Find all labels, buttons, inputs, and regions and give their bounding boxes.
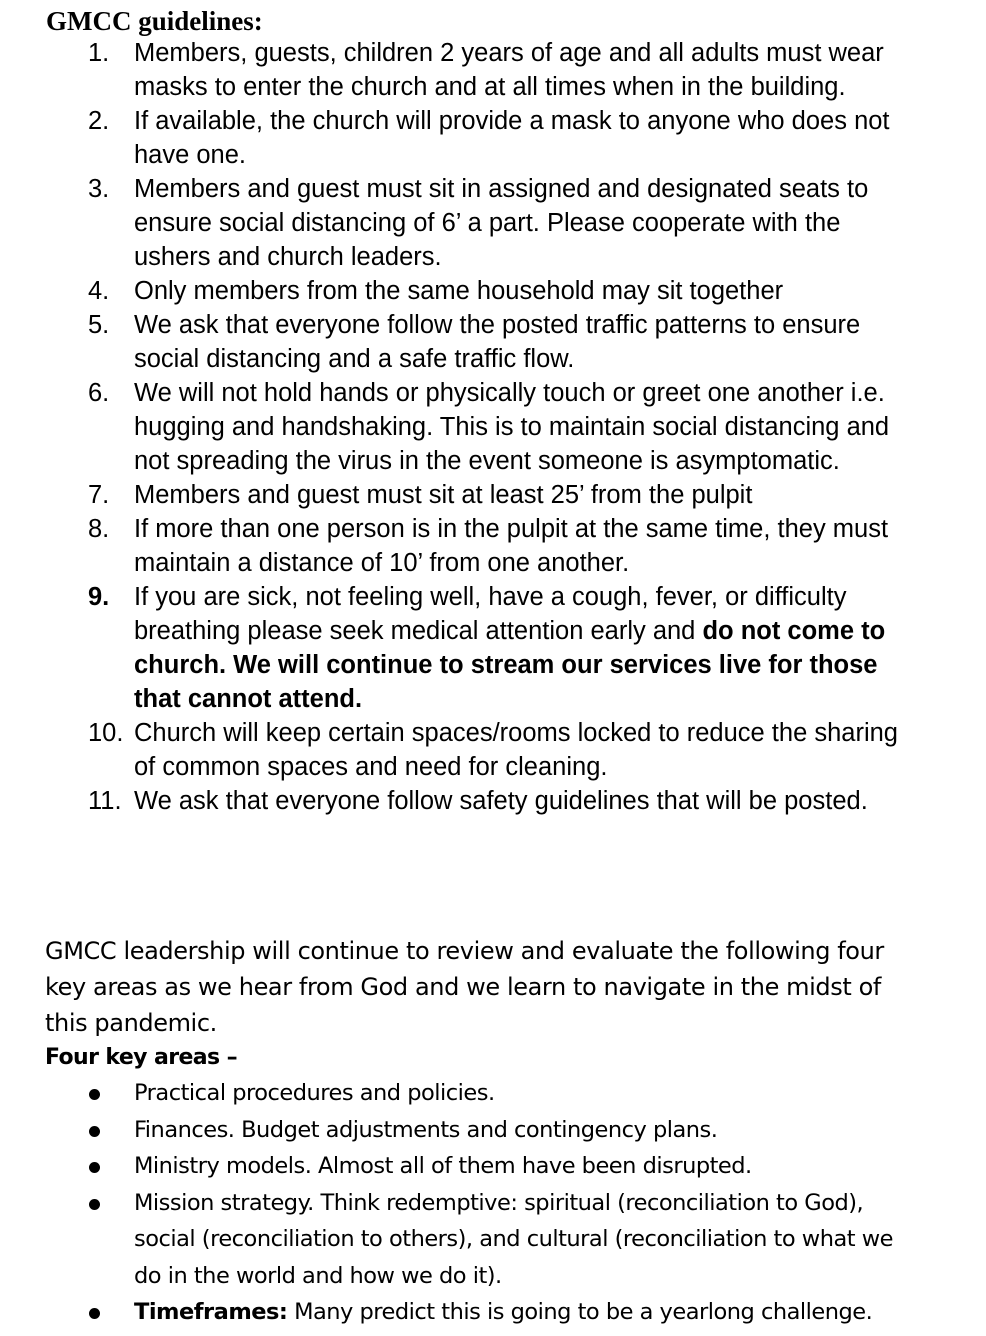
item-text: Practical procedures and policies. bbox=[134, 1080, 495, 1106]
page-title: GMCC guidelines: bbox=[46, 6, 263, 36]
item-number: 9. bbox=[88, 583, 110, 611]
list-item bbox=[0, 1185, 924, 1295]
bullet-icon bbox=[89, 1199, 100, 1210]
list-item bbox=[0, 512, 914, 580]
item-text: We ask that everyone follow the posted traffic patterns to ensure social distancing and a safe traffic flow. bbox=[134, 311, 861, 373]
item-text: If more than one person is in the pulpit at the same time, they must maintain a distance of 10’ from one another. bbox=[134, 515, 889, 577]
item-text: We ask that everyone follow safety guidelines that will be posted. bbox=[134, 787, 868, 815]
item-text: Only members from the same household may sit together bbox=[134, 277, 784, 305]
item-number: 2. bbox=[88, 107, 110, 135]
item-label: Timeframes: bbox=[134, 1299, 288, 1325]
item-text: Members and guest must sit in assigned and designated seats to ensure social distancing of 6’ a part. Please cooperate with the ushers and church leaders. bbox=[134, 175, 869, 271]
list-item bbox=[0, 1112, 924, 1149]
item-emphasis: do not come to church. We will continue to stream our services live for those that cannot attend. bbox=[134, 617, 886, 713]
item-text: Ministry models. Almost all of them have been disrupted. bbox=[134, 1153, 752, 1179]
item-text: Mission strategy. Think redemptive: spiritual (reconciliation to God), social (reconciliation to others), and cultural (reconciliation to what we do in the world and how we do it). bbox=[134, 1189, 893, 1289]
item-number: 1. bbox=[88, 39, 110, 67]
bullet-icon bbox=[89, 1162, 100, 1173]
bullet-icon bbox=[89, 1308, 100, 1319]
intro-paragraph: GMCC leadership will continue to review and evaluate the following four key areas as we hear from God and we learn to navigate in the midst of this pandemic. bbox=[45, 937, 884, 1037]
item-number: 10. bbox=[88, 719, 124, 747]
list-item bbox=[0, 36, 914, 104]
list-item bbox=[0, 580, 914, 716]
item-text: Finances. Budget adjustments and contingency plans. bbox=[134, 1116, 718, 1143]
item-number: 11. bbox=[88, 787, 122, 815]
item-text: Church will keep certain spaces/rooms locked to reduce the sharing of common spaces and need for cleaning. bbox=[134, 719, 898, 781]
item-text: If you are sick, not feeling well, have a cough, fever, or difficulty breathing please seek medical attention early and bbox=[134, 583, 847, 645]
item-text: Members, guests, children 2 years of age and all adults must wear masks to enter the church and at all times when in the building. bbox=[134, 39, 884, 101]
bullet-icon bbox=[89, 1089, 100, 1100]
item-text: Members and guest must sit at least 25’ from the pulpit bbox=[134, 481, 753, 509]
item-text: We will not hold hands or physically touch or greet one another i.e. hugging and handshaking. This is to maintain social distancing and not spreading the virus in the event someone is asymptomatic. bbox=[134, 379, 890, 475]
item-number: 6. bbox=[88, 379, 110, 407]
list-item bbox=[0, 376, 914, 478]
item-text: Many predict this is going to be a yearlong challenge. bbox=[287, 1299, 873, 1325]
list-item bbox=[0, 784, 914, 818]
list-item bbox=[0, 172, 914, 274]
item-number: 8. bbox=[88, 515, 110, 543]
list-item bbox=[0, 1294, 924, 1331]
item-number: 7. bbox=[88, 481, 110, 509]
key-areas-list bbox=[0, 1075, 986, 1331]
item-number: 4. bbox=[88, 277, 110, 305]
item-number: 3. bbox=[88, 175, 110, 203]
list-item bbox=[0, 104, 914, 172]
item-number: 5. bbox=[88, 311, 110, 339]
list-item bbox=[0, 308, 914, 376]
list-item bbox=[0, 1075, 924, 1112]
list-item bbox=[0, 1148, 924, 1185]
list-item bbox=[0, 478, 914, 512]
areas-heading: Four key areas – bbox=[45, 1045, 237, 1070]
bullet-icon bbox=[89, 1126, 100, 1137]
guidelines-list bbox=[0, 36, 986, 818]
list-item bbox=[0, 274, 914, 308]
item-text: If available, the church will provide a mask to anyone who does not have one. bbox=[134, 107, 890, 169]
list-item bbox=[0, 716, 914, 784]
